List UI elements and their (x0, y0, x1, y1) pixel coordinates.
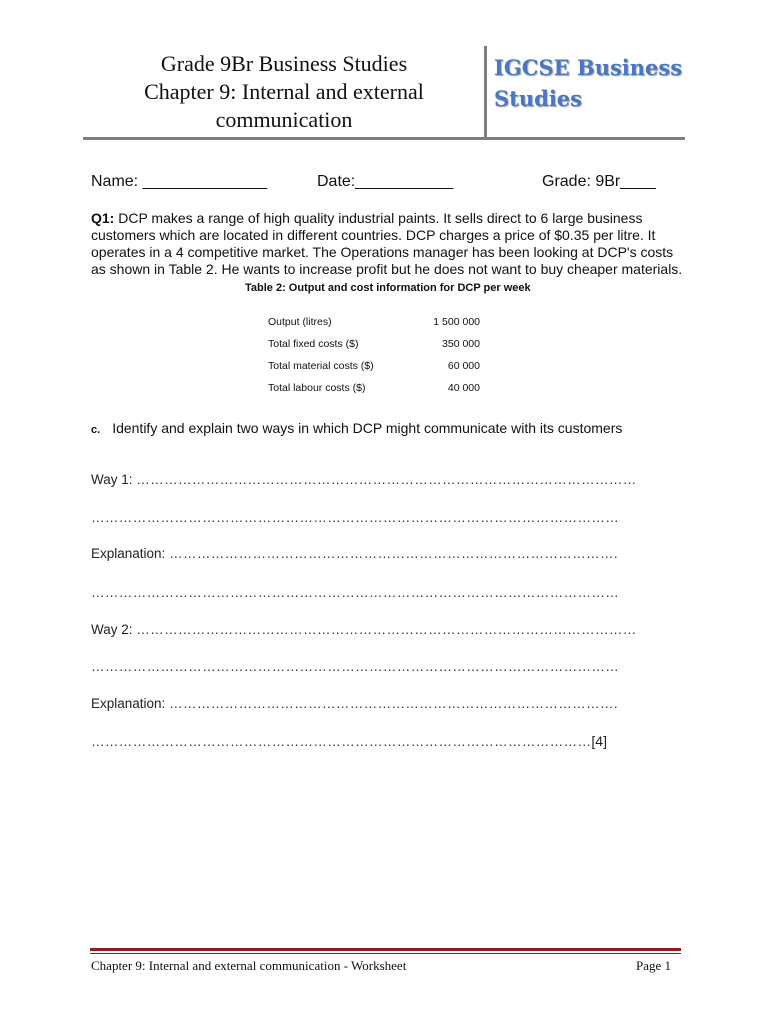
table-row-value: 350 000 (442, 338, 480, 350)
question-line-2: customers which are located in different countries. DCP charges a price of $0.35 per litre. It (91, 227, 656, 243)
question-line-1-text: DCP makes a range of high quality industrial paints. It sells direct to 6 large business (114, 210, 643, 226)
way-2-answer-line[interactable]: Way 2: ……………………………………………………………………………………………… (91, 622, 637, 637)
footer-rule (90, 948, 681, 951)
explanation-1-answer-line-2[interactable]: …………………………………………………………………………………………………… (91, 585, 620, 600)
table-row-label: Total labour costs ($) (268, 382, 366, 394)
course-badge-line-1: IGCSE Business (494, 55, 683, 80)
footer-rule-thin (90, 953, 681, 954)
explanation-2-label: Explanation: (91, 696, 166, 711)
name-field[interactable]: Name: ______________ (91, 173, 268, 190)
title-line-3: communication (215, 107, 353, 132)
table-row-value: 1 500 000 (433, 316, 480, 328)
title-line-1: Grade 9Br Business Studies (160, 51, 408, 76)
table-row-label: Output (litres) (268, 316, 332, 328)
explanation-2-answer-line[interactable]: Explanation: ……………………………………………………………………………………. (91, 696, 619, 711)
explanation-1-label: Explanation: (91, 546, 166, 561)
footer-chapter-title: Chapter 9: Internal and external communication - Worksheet (91, 958, 407, 973)
table-title: Table 2: Output and cost information for DCP per week (245, 282, 531, 294)
way-2-answer-line-2[interactable]: …………………………………………………………………………………………………… (91, 659, 620, 674)
part-c-prompt (91, 420, 622, 436)
part-c-text: Identify and explain two ways in which DCP might communicate with its customers (112, 420, 623, 436)
worksheet-title (84, 50, 484, 134)
header-divider-vertical (484, 46, 487, 139)
question-line-1 (91, 210, 681, 227)
explanation-2-answer-line-2[interactable]: ………………………………………………………………………………………………[4] (91, 733, 607, 749)
table-row-value: 40 000 (447, 382, 480, 394)
way-2-label: Way 2: (91, 622, 133, 637)
grade-field[interactable]: Grade: 9Br____ (542, 173, 656, 190)
question-line-3: operates in a 4 competitive market. The Operations manager has been looking at DCP's costs (91, 244, 674, 260)
question-number: Q1: (91, 210, 115, 226)
header-divider-horizontal (83, 137, 685, 140)
way-1-answer-line[interactable]: Way 1: ……………………………………………………………………………………………… (91, 472, 637, 487)
question-line-4: as shown in Table 2. He wants to increase profit but he does not want to buy cheaper materials. (91, 261, 683, 277)
explanation-1-answer-line[interactable]: Explanation: ……………………………………………………………………………………. (91, 546, 619, 561)
way-1-label: Way 1: (91, 472, 133, 487)
course-badge-line-2: Studies (494, 86, 582, 111)
way-1-answer-line-2[interactable]: …………………………………………………………………………………………………… (91, 510, 620, 525)
table-row-value: 60 000 (447, 360, 480, 372)
table-row-label: Total fixed costs ($) (268, 338, 359, 350)
marks-label: [4] (591, 733, 607, 749)
table-row-label: Total material costs ($) (268, 360, 374, 372)
date-field[interactable]: Date:___________ (317, 173, 454, 190)
course-badge (494, 52, 684, 114)
part-c-letter: c. (91, 424, 101, 436)
title-line-2: Chapter 9: Internal and external (144, 79, 424, 104)
page-number: Page 1 (636, 958, 672, 973)
question-text (91, 210, 681, 278)
